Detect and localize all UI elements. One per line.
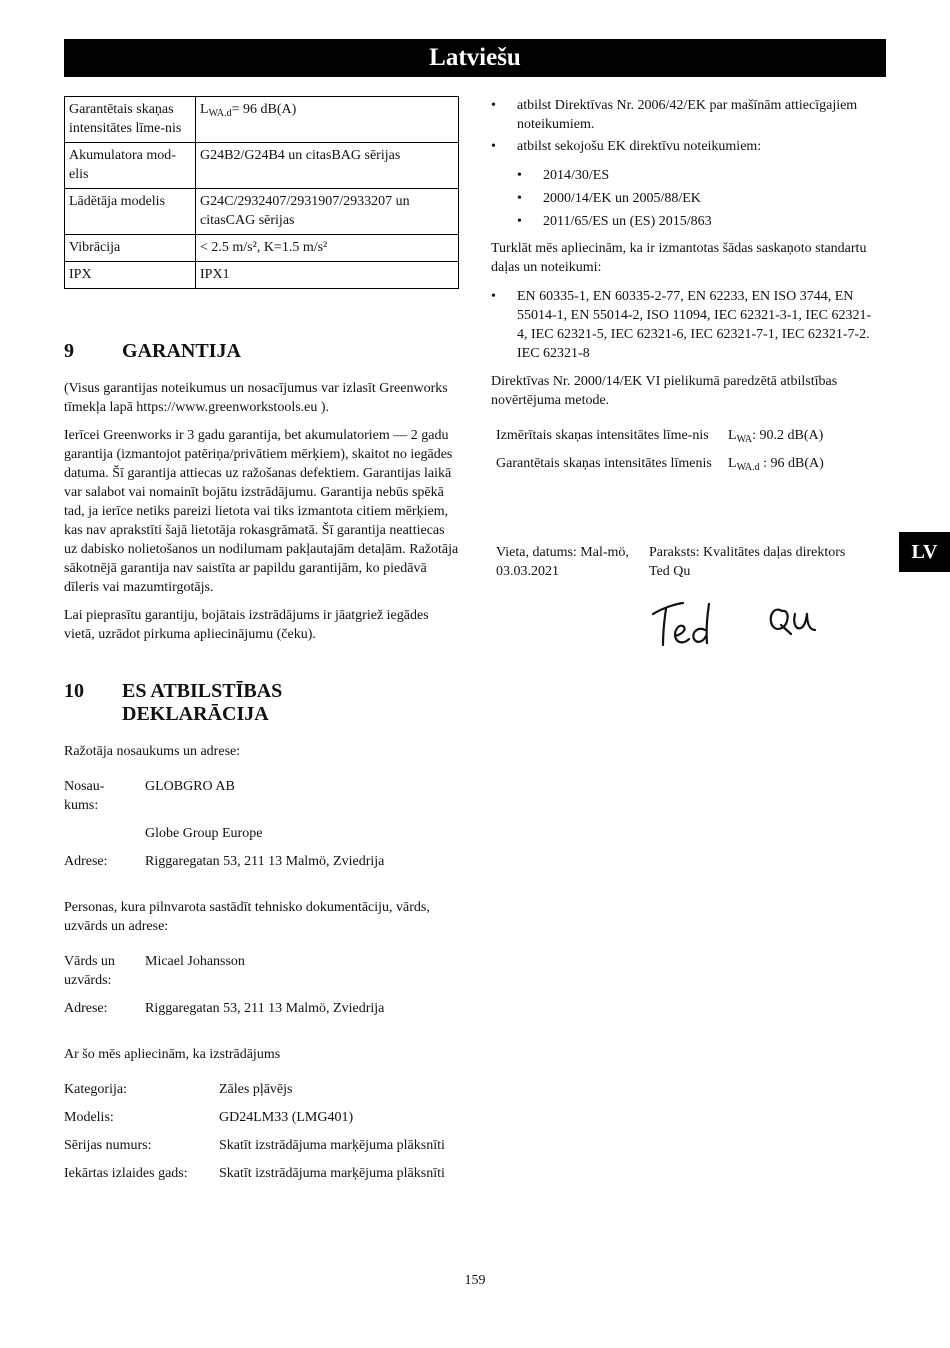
field-value: Riggaregatan 53, 211 13 Malmö, Zviedrija — [145, 854, 385, 869]
field-label: Kategorija: — [64, 1082, 127, 1097]
field-label: Modelis: — [64, 1110, 114, 1125]
field-label: Adrese: — [64, 854, 108, 869]
field-value: Zāles pļāvējs — [219, 1082, 293, 1097]
warranty-text — [64, 379, 459, 653]
field-value: $L_{WA}$: 90.2 dB(A) — [728, 428, 824, 445]
spec-value: IPX1 — [196, 262, 459, 289]
table-row — [65, 189, 459, 235]
standards-list — [491, 287, 881, 366]
field-value: Micael Johansson — [145, 954, 245, 969]
compliance-list — [491, 96, 886, 159]
spec-key: IPX — [65, 262, 196, 289]
field-label: Sērijas numurs: — [64, 1138, 152, 1153]
spec-key: Lādētāja modelis — [65, 189, 196, 235]
table-row — [59, 1108, 459, 1136]
manufacturer-table — [59, 777, 459, 880]
table-row — [65, 235, 459, 262]
table-row — [491, 454, 886, 482]
paragraph: Ierīcei Greenworks ir 3 gadu garantija, bet akumulatoriem — 2 gadu garantija (izmantojot patēriņa/privātiem mērķiem), skaitot no iegādes datuma. Šī garantija attiecas uz ražošanas defektiem. Garantijas laikā var salabot vai nomainīt bojātu izstrādājumu. Garantija nebūs spēkā tad, ja ierīce netiks pareizi lietota vai tiks izmantota citiem mērķiem, kas nav aprakstīti šajā lietotāja rokasgrāmatā. Šī garantija neattiecas uz dabisko nolietošanos un nodilumam pakļautajām detaļām. Ražotāja sākotnējā garantija nav saistīta ar papildu garantijām, ko piedāvā dīleris vai mazumtirgotājs. — [64, 428, 459, 595]
field-value: Skatīt izstrādājuma marķējuma plāksnīti — [219, 1138, 445, 1153]
field-label: Iekārtas izlaides gads: — [64, 1166, 188, 1181]
table-row — [59, 1080, 459, 1108]
field-label: Adrese: — [64, 1001, 108, 1016]
field-value: $L_{WA.d}$ : 96 dB(A) — [728, 456, 824, 473]
table-row — [59, 1136, 459, 1164]
field-value: GD24LM33 (LMG401) — [219, 1110, 354, 1125]
table-row — [59, 952, 459, 999]
product-table — [59, 1080, 459, 1192]
field-label: Vārds un uzvārds: — [64, 954, 115, 988]
noise-table — [491, 426, 886, 482]
place-date: Vieta, datums: Mal-mö, 03.03.2021 — [496, 545, 629, 579]
product-intro: Ar šo mēs apliecinām, ka izstrādājums — [64, 1047, 281, 1062]
directive-list — [517, 166, 877, 235]
list-item: • 2011/65/ES un (ES) 2015/863 — [517, 212, 877, 231]
spec-key: Garantētais skaņas intensitātes līme-nis — [65, 97, 196, 143]
spec-value: G24C/2932407/2931907/2933207 un citasCAG sērijas — [196, 189, 459, 235]
language-header: Latviešu — [64, 39, 886, 77]
language-tab: LV — [899, 532, 950, 572]
list-item: • atbilst Direktīvas Nr. 2006/42/EK par mašīnām attiecīgajiem noteikumiem. — [491, 96, 886, 134]
field-value: Riggaregatan 53, 211 13 Malmö, Zviedrija — [145, 1001, 385, 1016]
spec-key: Vibrācija — [65, 235, 196, 262]
field-label — [59, 824, 140, 852]
person-table — [59, 952, 459, 1027]
field-value: Globe Group Europe — [145, 826, 263, 841]
page-number: 159 — [464, 1273, 486, 1288]
field-label: Izmērītais skaņas intensitātes līme-nis — [496, 428, 709, 443]
table-row — [65, 143, 459, 189]
spec-key: Akumulatora mod-elis — [65, 143, 196, 189]
paragraph: Lai pieprasītu garantiju, bojātais izstrādājums ir jāatgriež iegādes vietā, uzrādot pirkuma apliecinājumu (čeku). — [64, 608, 429, 642]
standards-intro: Turklāt mēs apliecinām, ka ir izmantotas šādas saskaņoto standartu daļas un noteikumi: — [491, 241, 867, 275]
section-heading-declaration: 10 ES ATBILSTĪBAS DEKLARĀCIJA — [64, 680, 283, 725]
signature-label: Paraksts: Kvalitātes daļas direktors Ted Qu — [649, 543, 886, 581]
spec-value: < 2.5 m/s², K=1.5 m/s² — [196, 235, 459, 262]
field-value: GLOBGRO AB — [145, 779, 235, 794]
handwritten-signature — [645, 592, 835, 654]
spec-table — [64, 96, 459, 289]
signatory-name: Ted Qu — [649, 564, 691, 579]
section-heading-warranty: 9 GARANTIJA — [64, 340, 241, 362]
table-row — [59, 777, 459, 824]
table-row — [59, 999, 459, 1027]
person-intro: Personas, kura pilnvarota sastādīt tehnisko dokumentāciju, vārds, uzvārds un adrese: — [64, 900, 430, 934]
table-row — [491, 426, 886, 454]
table-row — [65, 97, 459, 143]
table-row — [65, 262, 459, 289]
list-item: • 2014/30/ES — [517, 166, 877, 185]
list-item: • 2000/14/EK un 2005/88/EK — [517, 189, 877, 208]
list-item: • atbilst sekojošu EK direktīvu noteikumiem: — [491, 137, 886, 156]
spec-value: $L_{WA.d}= 96$ dB(A) — [196, 97, 459, 143]
annex-text: Direktīvas Nr. 2000/14/EK VI pielikumā paredzētā atbilstības novērtējuma metode. — [491, 374, 838, 408]
list-item: • EN 60335-1, EN 60335-2-77, EN 62233, EN ISO 3744, EN 55014-1, EN 55014-2, ISO 11094, IEC 62321-3-1, IEC 62321-4, IEC 62321-5, IEC 62321-6, IEC 62321-7-1, IEC 62321-7-2. IEC 62321-8 — [491, 287, 881, 363]
manufacturer-intro: Ražotāja nosaukums un adrese: — [64, 744, 241, 759]
table-row — [59, 824, 459, 852]
paragraph: (Visus garantijas noteikumus un nosacījumus var izlasīt Greenworks tīmekļa lapā https://www.greenworkstools.eu ). — [64, 381, 448, 415]
spec-value: G24B2/G24B4 un citasBAG sērijas — [196, 143, 459, 189]
table-row — [59, 852, 459, 880]
field-value: Skatīt izstrādājuma marķējuma plāksnīti — [219, 1166, 445, 1181]
field-label: Nosau-kums: — [64, 779, 105, 813]
field-label: Garantētais skaņas intensitātes līmenis — [496, 456, 712, 471]
table-row — [59, 1164, 459, 1192]
